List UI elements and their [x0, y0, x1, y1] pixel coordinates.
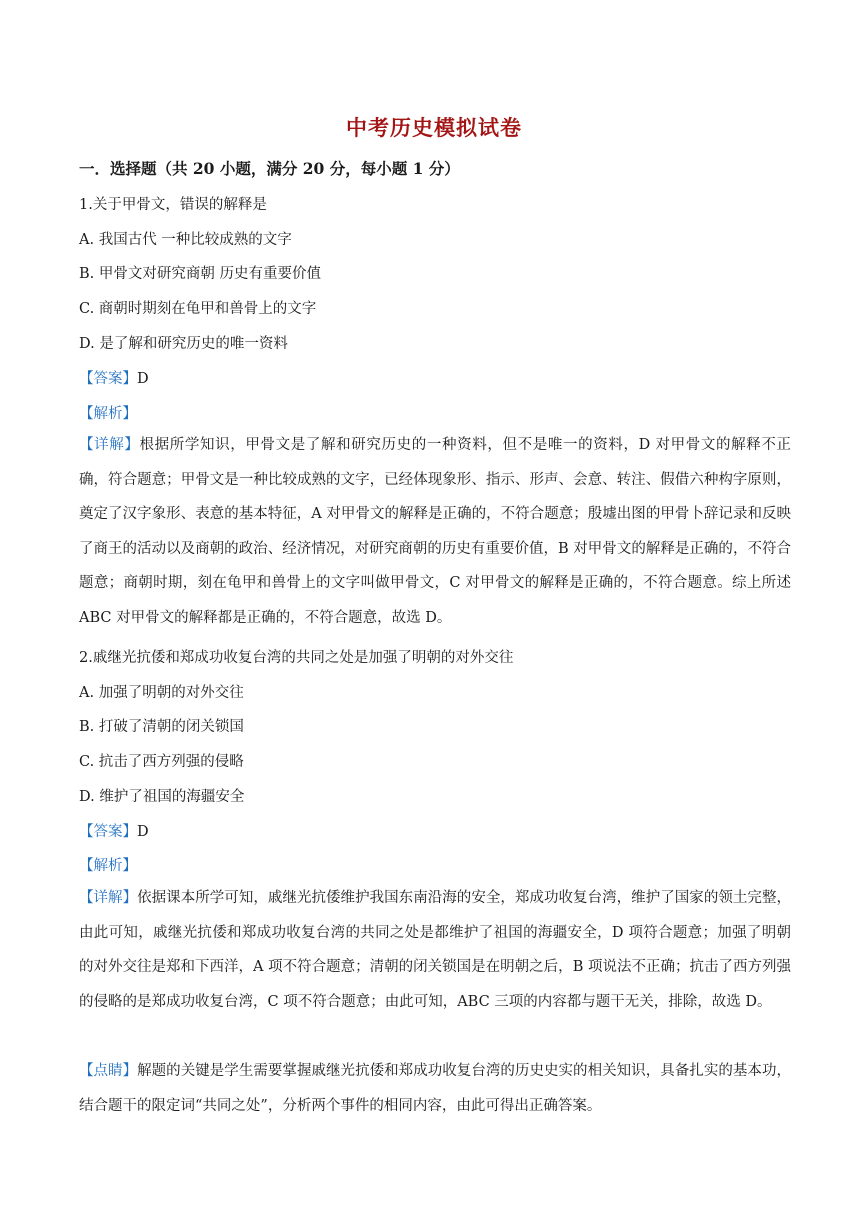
question-1-detail: [79, 428, 791, 636]
question-2-answer: [79, 820, 149, 841]
page-title: 中考历史模拟试卷: [346, 115, 522, 140]
question-2-option-a: A. 加强了明朝的对外交往: [79, 685, 244, 701]
question-2-option-b: B. 打破了清朝的闭关锁国: [79, 719, 244, 735]
question-1-analysis-tag: [79, 402, 137, 423]
analysis-tag: 【解析】: [79, 858, 137, 874]
detail-text: 依据课本所学可知，戚继光抗倭维护我国东南沿海的安全，郑成功收复台湾，维护了国家的领土完整，由此可知，戚继光抗倭和郑成功收复台湾的共同之处是都维护了祖国的海疆安全，D 项符合题意；加强了明朝的对外交往是郑和下西洋，A 项不符合题意；清朝的闭关锁国是在明朝之后，B 项说法不正确；抗击了西方列强的侵略的是郑成功收复台湾，C 项不符合题意；由此可知，ABC 三项的内容都与题干无关，排除，故选 D。: [79, 890, 791, 1010]
question-2-stem: 2.戚继光抗倭和郑成功收复台湾的共同之处是加强了明朝的对外交往: [79, 650, 514, 666]
answer-tag: 【答案】: [79, 371, 137, 387]
analysis-tag: 【解析】: [79, 406, 137, 422]
question-1-option-c: C. 商朝时期刻在龟甲和兽骨上的文字: [79, 301, 317, 317]
question-1-stem: 1.关于甲骨文，错误的解释是: [79, 197, 267, 213]
question-1-answer: [79, 367, 149, 388]
comment-tag: 【点睛】: [79, 1063, 138, 1079]
comment-text: 解题的关键是学生需要掌握戚继光抗倭和郑成功收复台湾的历史史实的相关知识，具备扎实的基本功，结合题干的限定词“共同之处”，分析两个事件的相同内容，由此可得出正确答案。: [79, 1063, 791, 1114]
question-2-analysis-tag: [79, 854, 137, 875]
detail-tag: 【详解】: [79, 890, 138, 906]
question-2-option-d: D. 维护了祖国的海疆安全: [79, 789, 245, 805]
answer-value: D: [137, 371, 149, 387]
answer-value: D: [137, 824, 149, 840]
question-1-option-a: A. 我国古代 一种比较成熟的文字: [79, 232, 292, 248]
question-1-option-b: B. 甲骨文对研究商朝 历史有重要价值: [79, 266, 321, 282]
detail-tag: 【详解】: [79, 437, 140, 453]
question-1-option-d: D. 是了解和研究历史的唯一资料: [79, 336, 288, 352]
section-heading: 一．选择题（共 20 小题，满分 20 分，每小题 1 分）: [79, 159, 460, 178]
question-2-option-c: C. 抗击了西方列强的侵略: [79, 754, 244, 770]
question-2-detail: [79, 881, 791, 1019]
detail-text: 根据所学知识，甲骨文是了解和研究历史的一种资料，但不是唯一的资料，D 对甲骨文的解释不正确，符合题意；甲骨文是一种比较成熟的文字，已经体现象形、指示、形声、会意、转注、假借六种构字原则，奠定了汉字象形、表意的基本特征，A 对甲骨文的解释是正确的，不符合题意；殷墟出图的甲骨卜辞记录和反映了商王的活动以及商朝的政治、经济情况，对研究商朝的历史有重要价值，B 对甲骨文的解释是正确的，不符合题意；商朝时期，刻在龟甲和兽骨上的文字叫做甲骨文，C 对甲骨文的解释是正确的，不符合题意。综上所述 ABC 对甲骨文的解释都是正确的，不符合题意，故选 D。: [79, 437, 792, 626]
answer-tag: 【答案】: [79, 824, 137, 840]
question-2-comment: [79, 1054, 791, 1123]
